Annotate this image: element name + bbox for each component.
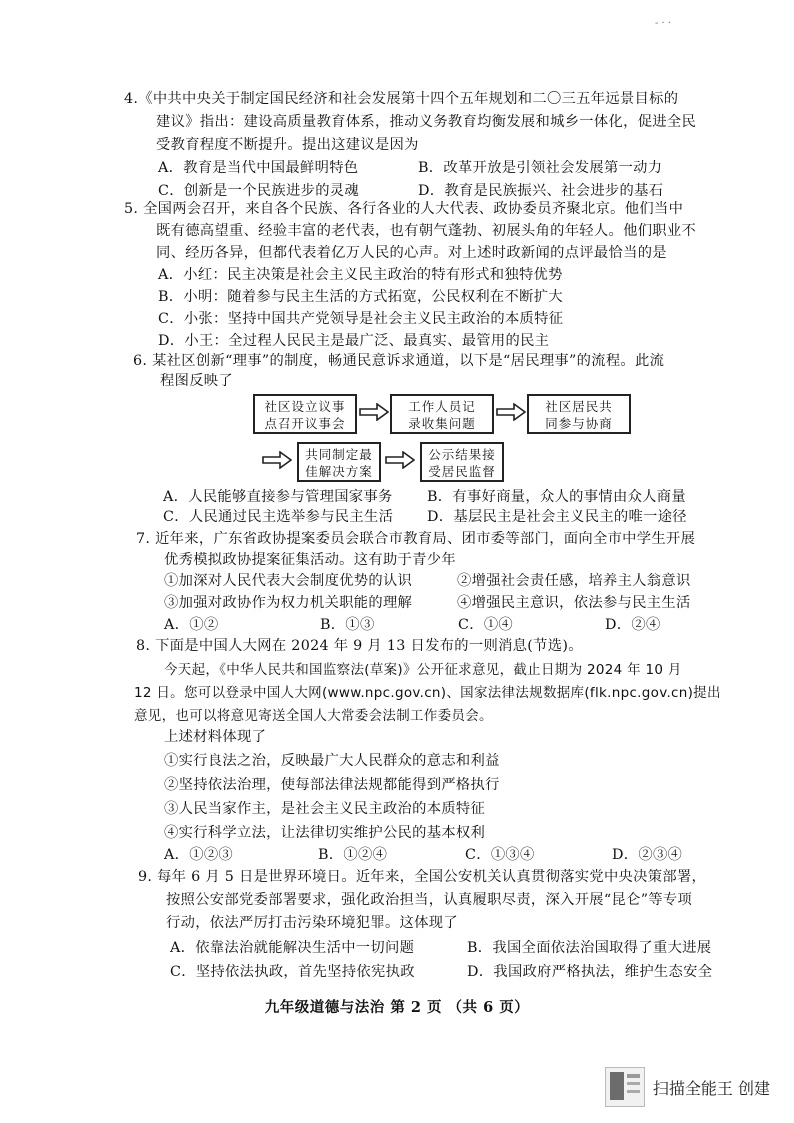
q5-stem-line-2: 既有德高望重、经验丰富的老代表，也有朝气蓬勃、初展头角的年轻人。他们职业不 bbox=[156, 223, 697, 239]
flow-step-1-line-2: 点召开议事会 bbox=[264, 416, 346, 431]
q6-option-b: B．有事好商量，众人的事情由众人商量 bbox=[427, 489, 686, 505]
q9-stem-line-2: 按照公安部党委部署要求，强化政治担当，认真履职尽责，深入开展“昆仑”等专项 bbox=[166, 892, 693, 908]
q5-stem-line-3: 同、经历各异，但都代表着亿万人民的心声。对上述时政新闻的点评最恰当的是 bbox=[156, 245, 667, 261]
q8-material-line-2: 12 日。您可以登录中国人大网(www.npc.gov.cn)、国家法律法规数据库(flk.npc.gov.cn)提出 bbox=[134, 685, 721, 701]
flow-step-2 bbox=[390, 394, 494, 434]
scan-speck: - · · bbox=[655, 18, 672, 29]
q8-option-a: A．①②③ bbox=[164, 847, 234, 863]
flow-step-3-line-1: 社区居民共 bbox=[545, 399, 613, 414]
q5-option-b: B．小明：随着参与民主生活的方式拓宽，公民权利在不断扩大 bbox=[158, 289, 563, 305]
flow-step-4-line-2: 佳解决方案 bbox=[305, 464, 373, 479]
q7-statement-4: ④增强民主意识，依法参与民主生活 bbox=[457, 595, 691, 611]
q8-stem-line-2: 上述材料体现了 bbox=[164, 729, 267, 745]
q8-statement-2: ②坚持依法治理，使每部法律法规都能得到严格执行 bbox=[164, 777, 500, 793]
q6-stem-line-1: 6. 某社区创新“理事”的制度，畅通民意诉求通道，以下是“居民理事”的流程。此流 bbox=[133, 353, 665, 369]
q8-material-line-3: 意见，也可以将意见寄送全国人大常委会法制工作委员会。 bbox=[134, 708, 493, 724]
q7-option-b: B．①③ bbox=[320, 617, 375, 633]
flow-step-4 bbox=[297, 442, 381, 482]
q6-stem-line-2: 程图反映了 bbox=[160, 373, 233, 389]
q9-option-c: C．坚持依法执政，首先坚持依宪执政 bbox=[170, 964, 415, 980]
q9-stem-line-3: 行动，依法严厉打击污染环境犯罪。这体现了 bbox=[166, 915, 458, 931]
q7-statement-2: ②增强社会责任感，培养主人翁意识 bbox=[457, 573, 691, 589]
q8-option-c: C．①③④ bbox=[465, 847, 535, 863]
q4-option-b: B．改革开放是引领社会发展第一动力 bbox=[418, 160, 663, 176]
flow-arrow-icon bbox=[262, 451, 292, 469]
watermark-text: 扫描全能王 创建 bbox=[652, 1078, 770, 1098]
flow-arrow-icon bbox=[496, 403, 526, 421]
q8-stem-line-1: 8. 下面是中国人大网在 2024 年 9 月 13 日发布的一则消息(节选)。 bbox=[136, 638, 583, 654]
q7-stem-line-1: 7. 近年来，广东省政协提案委员会联合市教育局、团市委等部门，面向全市中学生开展 bbox=[136, 531, 696, 547]
q4-stem-line-3: 受教育程度不断提升。提出这建议是因为 bbox=[156, 137, 419, 153]
q9-option-b: B．我国全面依法治国取得了重大进展 bbox=[467, 940, 712, 956]
q4-option-a: A．教育是当代中国最鲜明特色 bbox=[158, 160, 359, 176]
scanner-watermark bbox=[605, 1067, 770, 1107]
q7-option-d: D．②④ bbox=[605, 617, 661, 633]
q4-option-d: D．教育是民族振兴、社会进步的基石 bbox=[418, 183, 664, 199]
scanner-logo-icon bbox=[605, 1067, 645, 1107]
flow-step-2-line-2: 录收集问题 bbox=[408, 416, 476, 431]
flow-step-1-line-1: 社区设立议事 bbox=[264, 399, 346, 414]
flow-step-5 bbox=[420, 442, 504, 482]
q8-material-line-1: 今天起，《中华人民共和国监察法(草案)》公开征求意见，截止日期为 2024 年 10 月 bbox=[164, 662, 682, 678]
q6-option-c: C．人民通过民主选举参与民主生活 bbox=[163, 509, 394, 525]
q5-option-d: D．小王：全过程人民民主是最广泛、最真实、最管用的民主 bbox=[158, 333, 550, 349]
q8-option-b: B．①②④ bbox=[318, 847, 388, 863]
q7-stem-line-2: 优秀模拟政协提案征集活动。这有助于青少年 bbox=[164, 552, 456, 568]
q8-statement-4: ④实行科学立法，让法律切实维护公民的基本权利 bbox=[164, 825, 486, 841]
flow-arrow-icon bbox=[359, 403, 389, 421]
flow-step-4-line-1: 共同制定最 bbox=[305, 447, 373, 462]
q5-option-a: A．小红：民主决策是社会主义民主政治的特有形式和独特优势 bbox=[158, 267, 563, 283]
flow-step-3 bbox=[527, 394, 631, 434]
q7-statement-1: ①加深对人民代表大会制度优势的认识 bbox=[164, 573, 413, 589]
flow-arrow-icon bbox=[385, 451, 415, 469]
q9-option-a: A．依靠法治就能解决生活中一切问题 bbox=[170, 940, 415, 956]
q5-option-c: C．小张：坚持中国共产党领导是社会主义民主政治的本质特征 bbox=[158, 311, 564, 327]
flow-step-5-line-2: 受居民监督 bbox=[428, 464, 496, 479]
q6-option-a: A．人民能够直接参与管理国家事务 bbox=[163, 489, 393, 505]
q7-statement-3: ③加强对政协作为权力机关职能的理解 bbox=[164, 595, 413, 611]
q8-option-d: D．②③④ bbox=[612, 847, 683, 863]
q7-option-c: C．①④ bbox=[458, 617, 514, 633]
q8-statement-1: ①实行良法之治，反映最广大人民群众的意志和利益 bbox=[164, 753, 500, 769]
q4-option-c: C．创新是一个民族进步的灵魂 bbox=[158, 183, 359, 199]
q5-stem-line-1: 5. 全国两会召开，来自各个民族、各行各业的人大代表、政协委员齐聚北京。他们当中 bbox=[124, 201, 684, 217]
q8-statement-3: ③人民当家作主，是社会主义民主政治的本质特征 bbox=[164, 801, 486, 817]
q4-stem-line-2: 建议》指出：建设高质量教育体系，推动义务教育均衡发展和城乡一体化，促进全民 bbox=[156, 114, 697, 130]
q6-option-d: D．基层民主是社会主义民主的唯一途径 bbox=[427, 509, 687, 525]
flow-step-2-line-1: 工作人员记 bbox=[408, 399, 476, 414]
page-footer: 九年级道德与法治 第 2 页 （共 6 页） bbox=[264, 999, 530, 1016]
flow-step-5-line-1: 公示结果接 bbox=[428, 447, 496, 462]
q9-stem-line-1: 9. 每年 6 月 5 日是世界环境日。近年来，全国公安机关认真贯彻落实党中央决策部署， bbox=[138, 869, 707, 885]
q9-option-d: D．我国政府严格执法，维护生态安全 bbox=[467, 964, 713, 980]
flow-step-1 bbox=[253, 394, 357, 434]
q4-stem-line-1: 4.《中共中央关于制定国民经济和社会发展第十四个五年规划和二〇三五年远景目标的 bbox=[124, 91, 679, 107]
flow-step-3-line-2: 同参与协商 bbox=[545, 416, 613, 431]
q7-option-a: A．①② bbox=[164, 617, 219, 633]
